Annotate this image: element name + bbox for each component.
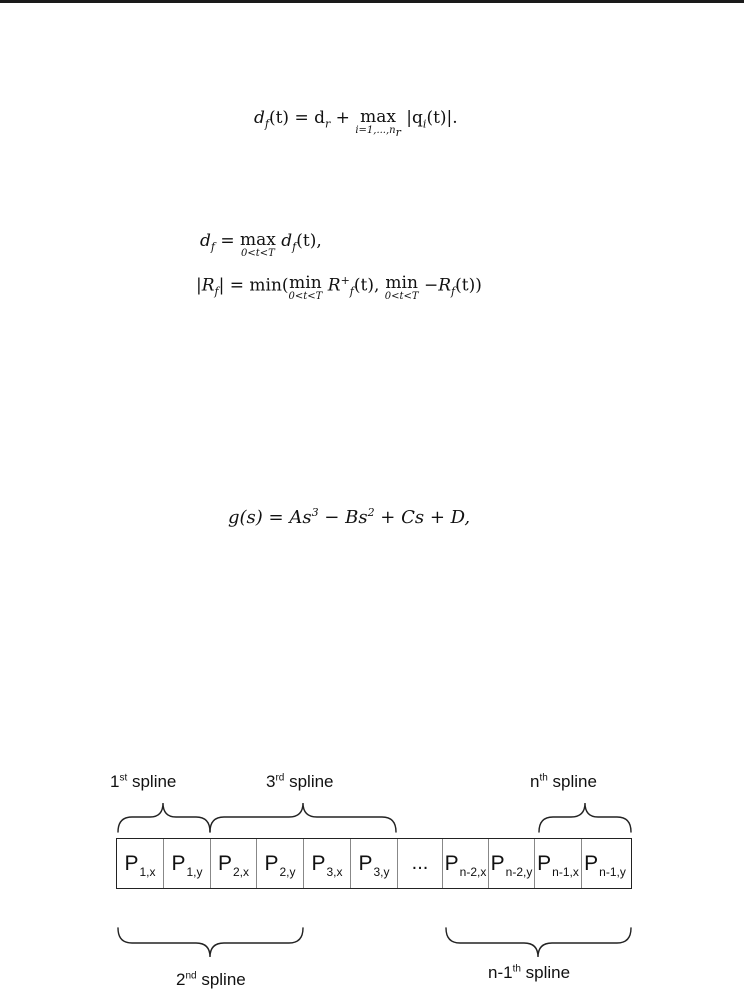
min-operator: min 0<t<T [384,273,419,302]
cell-subscript: 3,y [373,864,390,879]
parameter-cell [535,839,582,888]
spline-parameter-array [116,838,632,889]
cell-symbol: P [171,851,186,875]
label-n-1th-spline: n-1th spline [488,963,571,982]
cell-symbol: P [584,851,599,875]
cell-subscript: 2,x [233,864,250,879]
parameter-cell [351,839,398,888]
parameter-cell [443,839,489,888]
parameter-cell [489,839,535,888]
equation-max-distance: $d_f$ = max 0<t<T $d_f(t)$, [200,230,322,259]
cell-symbol: P [358,851,373,875]
cell-subscript: n-1,x [552,864,579,879]
cell-symbol: P [124,851,139,875]
brace-3rd-spline [210,803,396,832]
cell-subscript: n-1,y [599,864,626,879]
cell-symbol: P [264,851,279,875]
ellipsis-cell [398,839,443,888]
brace-2nd-spline [118,928,303,957]
label-3rd-spline: 3rd spline [266,772,334,791]
cell-symbol: ... [411,852,429,874]
cell-symbol: P [444,851,459,875]
label-1st-spline: 1st spline [110,772,177,791]
cell-symbol: P [311,851,326,875]
parameter-cell [117,839,164,888]
parameter-cell [164,839,211,888]
max-operator: max 0<t<T [240,230,276,259]
parameter-cell [304,839,351,888]
cell-subscript: 3,x [326,864,343,879]
brace-n-1th-spline [446,928,631,957]
parameter-cell [582,839,628,888]
label-2nd-spline: 2nd spline [176,970,246,989]
label-nth-spline: $n^{th}$ spline [530,772,597,791]
cell-subscript: 2,y [279,864,296,879]
parameter-cell [257,839,304,888]
cell-symbol: P [490,851,505,875]
equation-cubic-polynomial: $g(s) = As^3 - Bs^2 + Cs + D$, [228,506,471,528]
max-operator: max $i=1,...,n_r$ [355,107,401,139]
cell-symbol: P [537,851,552,875]
brace-1st-spline [118,803,210,832]
parameter-cell [211,839,257,888]
brace-nth-spline [539,803,631,832]
equation-distance: $d_f(t) = d_r$ + max $i=1,...,n_r$ $|q_i(t)|$. [254,107,458,139]
cell-subscript: 1,y [186,864,203,879]
cell-subscript: n-2,x [459,864,487,879]
min-operator: min 0<t<T [288,273,323,302]
cell-subscript: n-2,y [505,864,533,879]
cell-symbol: P [217,851,232,875]
equation-min-radius: $|R_f| = \min$( min 0<t<T $R^+_f(t)$, min 0<t<T $-R_f(t)$) [196,273,482,302]
cell-subscript: 1,x [139,864,156,879]
